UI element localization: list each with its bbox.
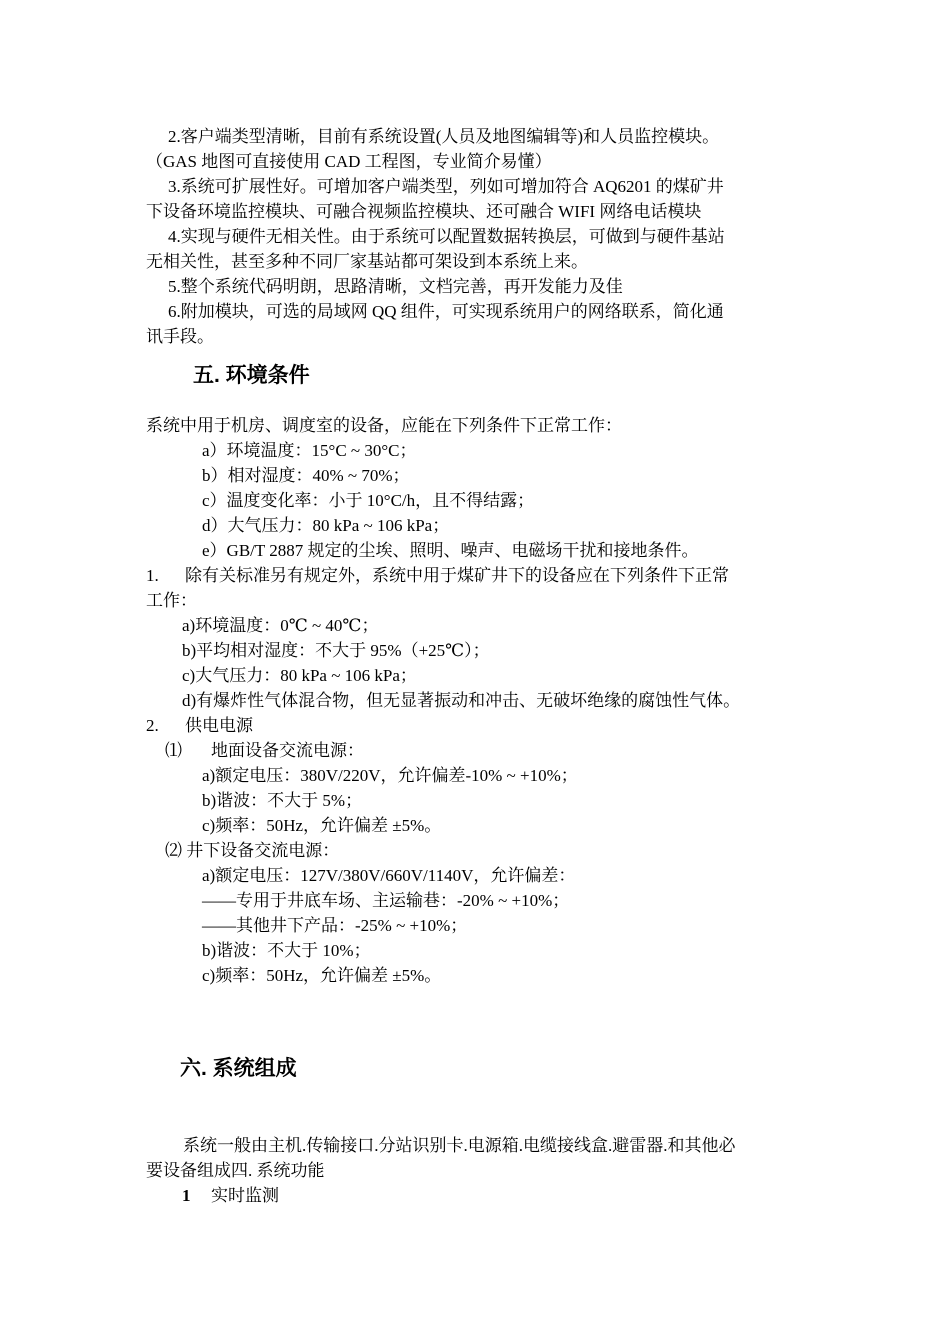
sub-1-title: 地面设备交流电源： bbox=[211, 741, 364, 760]
point-5: 5.整个系统代码明朗，思路清晰，文档完善，再开发能力及佳 bbox=[168, 277, 623, 296]
point-4-line-2: 无相关性，甚至多种不同厂家基站都可架设到本系统上来。 bbox=[146, 252, 588, 271]
point-2-line-1: 2.客户端类型清晰，目前有系统设置(人员及地图编辑等)和人员监控模块。 bbox=[168, 127, 720, 146]
point-2-line-2: （GAS 地图可直接使用 CAD 工程图，专业简介易懂） bbox=[146, 152, 552, 171]
underground-power-b: b)谐波：不大于 10%； bbox=[202, 941, 371, 960]
composition-line-2: 要设备组成四. 系统功能 bbox=[146, 1161, 325, 1180]
room-condition-c: c）温度变化率：小于 10°C/h，且不得结露； bbox=[202, 491, 535, 510]
item-1-number: 1. bbox=[146, 566, 159, 585]
room-condition-e: e）GB/T 2887 规定的尘埃、照明、噪声、电磁场干扰和接地条件。 bbox=[202, 541, 699, 560]
point-4-line-1: 4.实现与硬件无相关性。由于系统可以配置数据转换层，可做到与硬件基站 bbox=[168, 227, 725, 246]
point-3-line-1: 3.系统可扩展性好。可增加客户端类型，列如可增加符合 AQ6201 的煤矿井 bbox=[168, 177, 724, 196]
surface-power-a: a)额定电压：380V/220V，允许偏差-10% ~ +10%； bbox=[202, 766, 578, 785]
function-1-title: 实时监测 bbox=[211, 1186, 279, 1205]
point-6-line-1: 6.附加模块，可选的局域网 QQ 组件，可实现系统用户的网络联系，简化通 bbox=[168, 302, 724, 321]
section-6-heading: 六. 系统组成 bbox=[180, 1057, 297, 1080]
function-1-number: 1 bbox=[182, 1186, 191, 1205]
underground-condition-d: d)有爆炸性气体混合物，但无显著振动和冲击、无破坏绝缘的腐蚀性气体。 bbox=[182, 691, 741, 710]
surface-power-b: b)谐波：不大于 5%； bbox=[202, 791, 363, 810]
room-condition-a: a）环境温度：15°C ~ 30°C； bbox=[202, 441, 417, 460]
underground-condition-a: a)环境温度：0℃ ~ 40℃； bbox=[182, 616, 379, 635]
item-2-number: 2. bbox=[146, 716, 159, 735]
room-condition-b: b）相对湿度：40% ~ 70%； bbox=[202, 466, 410, 485]
item-1-line-2: 工作： bbox=[146, 591, 197, 610]
surface-power-c: c)频率：50Hz，允许偏差 ±5%。 bbox=[202, 816, 442, 835]
underground-power-c: c)频率：50Hz，允许偏差 ±5%。 bbox=[202, 966, 442, 985]
underground-power-a-1: ——专用于井底车场、主运输巷：-20% ~ +10%； bbox=[202, 891, 570, 910]
underground-condition-b: b)平均相对湿度：不大于 95%（+25℃）； bbox=[182, 641, 490, 660]
underground-power-a: a)额定电压：127V/380V/660V/1140V，允许偏差： bbox=[202, 866, 576, 885]
sub-2-title: ⑵ 井下设备交流电源： bbox=[165, 841, 340, 860]
sub-1-number: ⑴ bbox=[165, 741, 182, 760]
room-conditions-intro: 系统中用于机房、调度室的设备，应能在下列条件下正常工作： bbox=[146, 416, 622, 435]
room-condition-d: d）大气压力：80 kPa ~ 106 kPa； bbox=[202, 516, 450, 535]
point-3-line-2: 下设备环境监控模块、可融合视频监控模块、还可融合 WIFI 网络电话模块 bbox=[146, 202, 702, 221]
section-5-heading: 五. 环境条件 bbox=[193, 364, 310, 387]
composition-line-1: 系统一般由主机.传输接口.分站识别卡.电源箱.电缆接线盒.避雷器.和其他必 bbox=[183, 1136, 736, 1155]
underground-power-a-2: ——其他井下产品：-25% ~ +10%； bbox=[202, 916, 468, 935]
point-6-line-2: 讯手段。 bbox=[146, 327, 214, 346]
item-1-line-1: 除有关标准另有规定外，系统中用于煤矿井下的设备应在下列条件下正常 bbox=[185, 566, 729, 585]
item-2-title: 供电电源 bbox=[185, 716, 253, 735]
underground-condition-c: c)大气压力：80 kPa ~ 106 kPa； bbox=[182, 666, 417, 685]
